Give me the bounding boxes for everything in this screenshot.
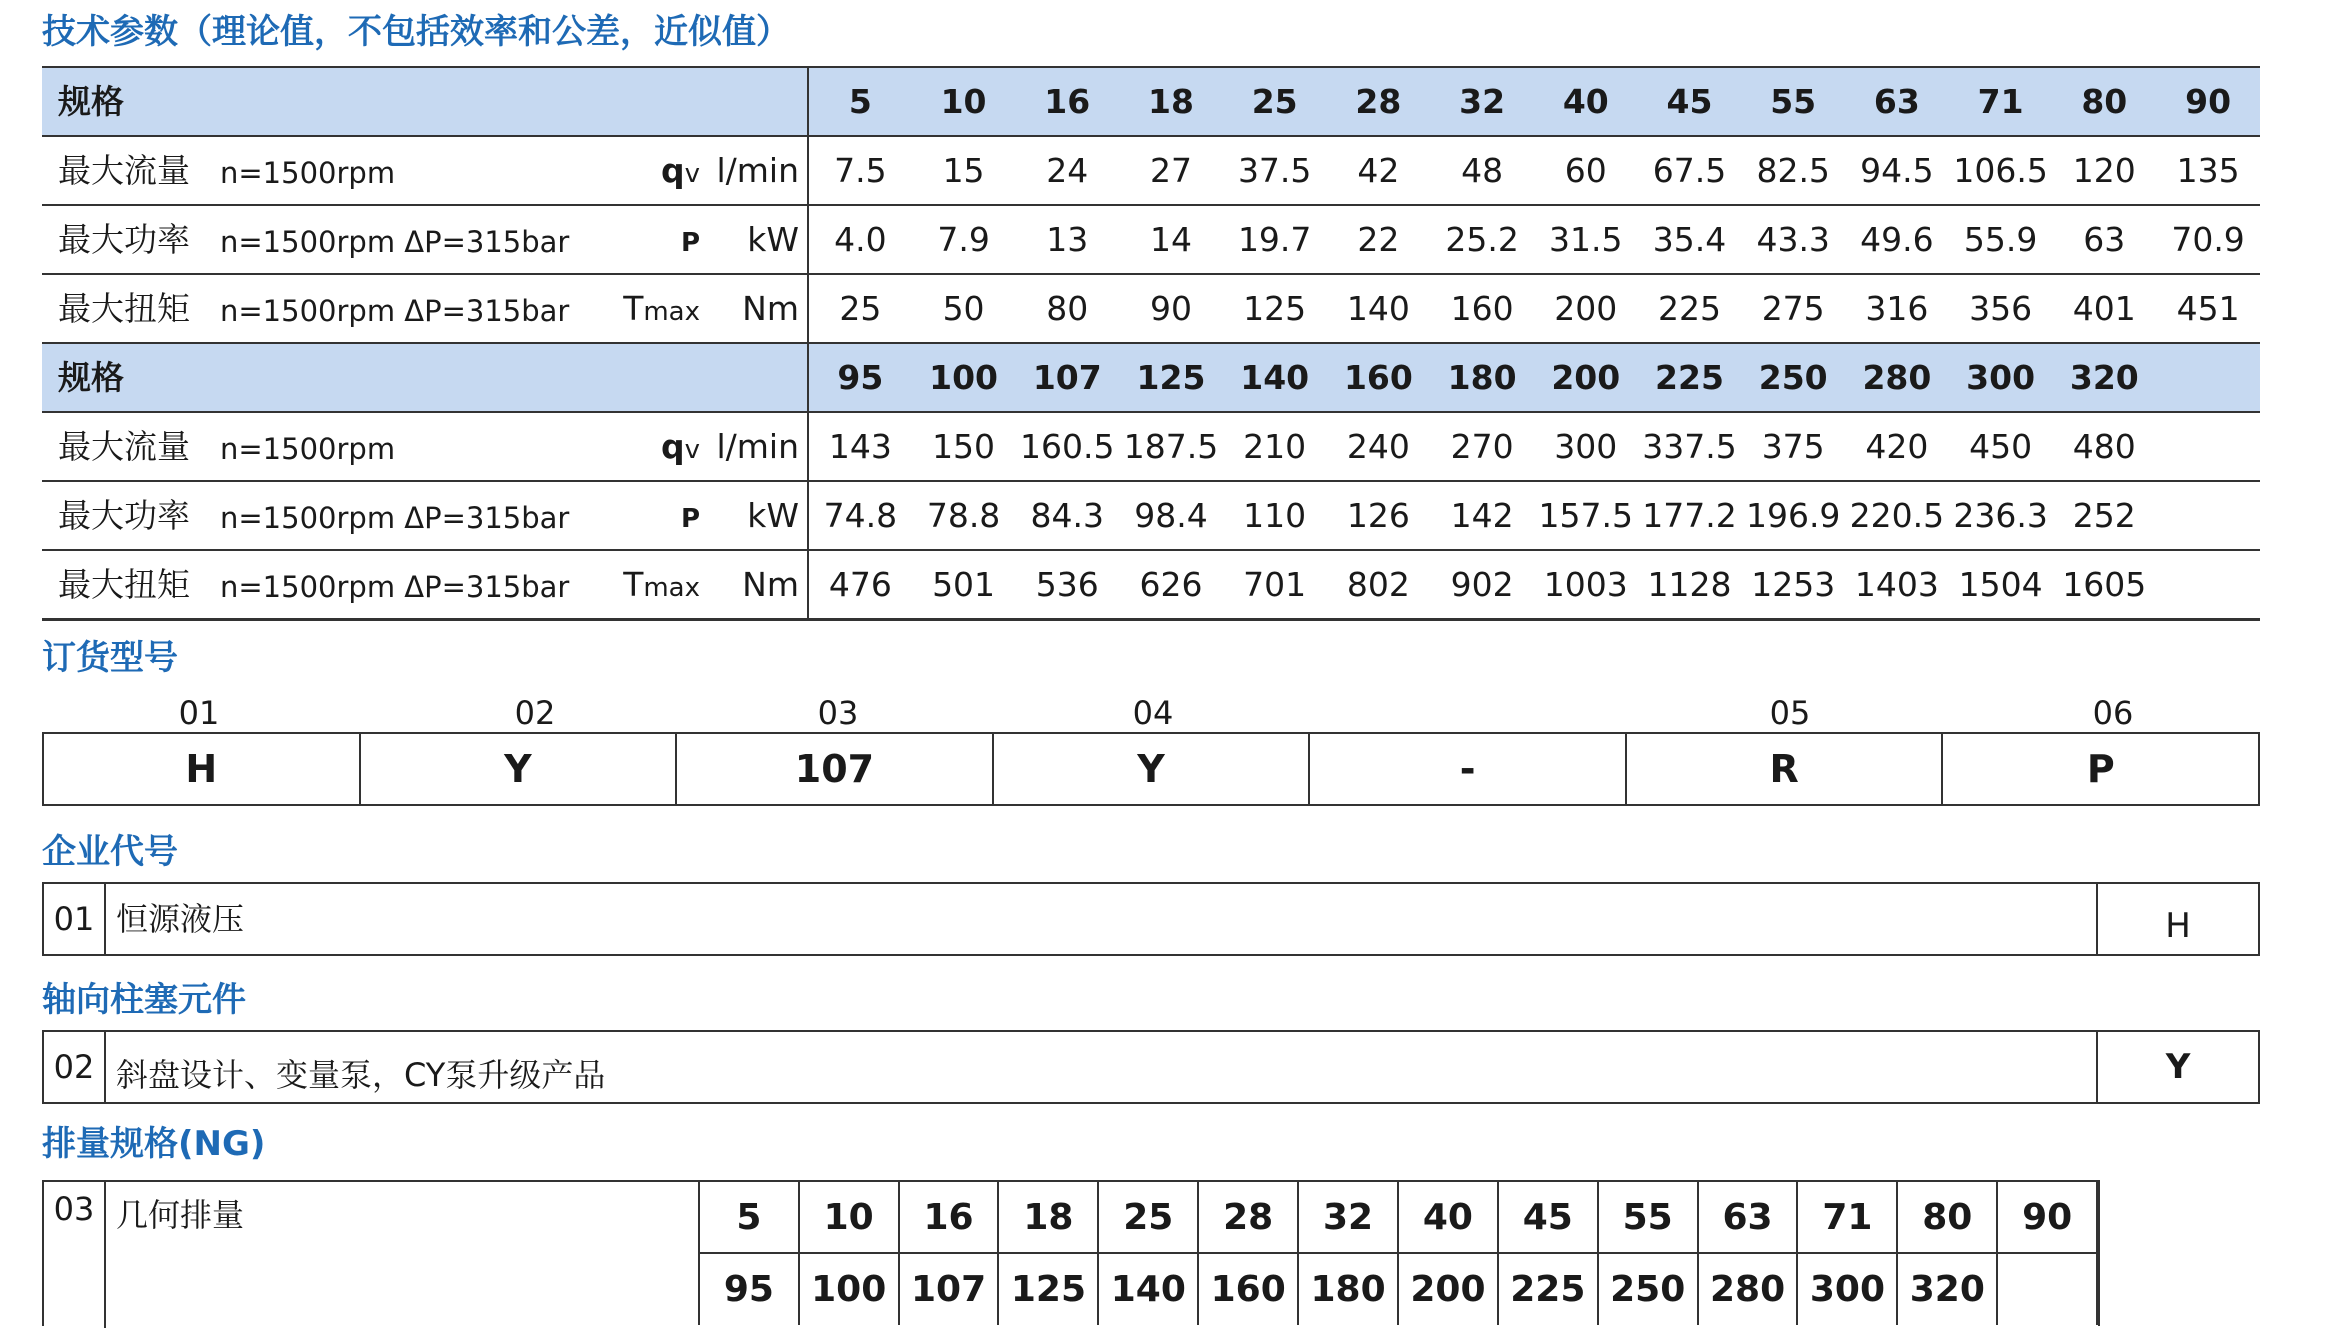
param-unit: Nm bbox=[710, 274, 808, 343]
size-cell: 107 bbox=[1015, 343, 1119, 412]
value-cell: 1504 bbox=[1949, 550, 2053, 619]
displacement-cell: 200 bbox=[1398, 1253, 1498, 1325]
value-cell: 143 bbox=[808, 412, 912, 481]
param-condition: n=1500rpm bbox=[220, 412, 620, 481]
order-code-cell: P bbox=[2086, 747, 2115, 791]
value-cell: 420 bbox=[1845, 412, 1949, 481]
size-cell: 280 bbox=[1845, 343, 1949, 412]
symbol-subscript: v bbox=[684, 159, 701, 189]
value-cell: 160.5 bbox=[1015, 412, 1119, 481]
value-cell: 24 bbox=[1015, 136, 1119, 205]
symbol-letter: P bbox=[680, 504, 701, 534]
displacement-row bbox=[699, 1253, 2097, 1325]
order-code-cell: H bbox=[44, 734, 361, 804]
size-cell: 10 bbox=[912, 67, 1016, 136]
value-cell: 501 bbox=[912, 550, 1016, 619]
value-cell: 300 bbox=[1534, 412, 1638, 481]
symbol-subscript: max bbox=[643, 297, 701, 327]
displacement-cell: 40 bbox=[1398, 1181, 1498, 1253]
value-cell: 701 bbox=[1223, 550, 1327, 619]
displacement-cell: 107 bbox=[899, 1253, 999, 1325]
size-cell: 300 bbox=[1949, 343, 2053, 412]
displacement-row bbox=[699, 1181, 2097, 1253]
size-cell: 71 bbox=[1949, 67, 2053, 136]
value-cell: 275 bbox=[1741, 274, 1845, 343]
company-heading: 企业代号 bbox=[42, 832, 178, 872]
size-cell: 225 bbox=[1638, 343, 1742, 412]
value-cell: 196.9 bbox=[1741, 481, 1845, 550]
param-label: 最大流量 bbox=[42, 136, 220, 205]
value-cell: 48 bbox=[1430, 136, 1534, 205]
displacement-cell: 5 bbox=[699, 1181, 799, 1253]
value-cell: 480 bbox=[2052, 412, 2156, 481]
order-code-heading: 订货型号 bbox=[42, 638, 178, 678]
symbol-subscript: v bbox=[684, 435, 701, 465]
value-cell: 25 bbox=[808, 274, 912, 343]
value-cell: 1403 bbox=[1845, 550, 1949, 619]
param-label: 最大功率 bbox=[42, 205, 220, 274]
displacement-cell: 10 bbox=[799, 1181, 899, 1253]
size-cell: 160 bbox=[1327, 343, 1431, 412]
size-cell: 5 bbox=[808, 67, 912, 136]
displacement-cell: 320 bbox=[1897, 1253, 1997, 1325]
value-cell: 187.5 bbox=[1119, 412, 1223, 481]
param-unit: l/min bbox=[710, 412, 808, 481]
displacement-cell: 25 bbox=[1098, 1181, 1198, 1253]
order-code-cell: 107 bbox=[677, 734, 994, 804]
param-condition: n=1500rpm bbox=[220, 136, 620, 205]
order-position-number: 04 bbox=[1132, 694, 1174, 732]
value-cell: 4.0 bbox=[808, 205, 912, 274]
param-condition: n=1500rpm ΔP=315bar bbox=[220, 550, 620, 619]
value-cell: 55.9 bbox=[1949, 205, 2053, 274]
value-cell: 19.7 bbox=[1223, 205, 1327, 274]
symbol-letter: P bbox=[680, 228, 701, 258]
option-number: 01 bbox=[44, 884, 106, 954]
value-cell: 80 bbox=[1015, 274, 1119, 343]
size-cell: 90 bbox=[2156, 67, 2260, 136]
option-number: 02 bbox=[44, 1032, 106, 1102]
displacement-cell: 55 bbox=[1598, 1181, 1698, 1253]
value-cell: 220.5 bbox=[1845, 481, 1949, 550]
symbol-subscript: max bbox=[643, 572, 701, 603]
symbol-letter: q bbox=[661, 151, 685, 190]
value-cell: 42 bbox=[1327, 136, 1431, 205]
order-position-number: 02 bbox=[514, 694, 556, 732]
spec-header-label: 规格 bbox=[42, 67, 808, 136]
param-condition: n=1500rpm ΔP=315bar bbox=[220, 274, 620, 343]
option-code: H bbox=[2096, 884, 2258, 954]
value-cell: 401 bbox=[2052, 274, 2156, 343]
value-cell: 142 bbox=[1430, 481, 1534, 550]
order-position-number: 03 bbox=[817, 694, 859, 732]
displacement-cell: 90 bbox=[1997, 1181, 2097, 1253]
value-cell: 316 bbox=[1845, 274, 1949, 343]
size-cell: 125 bbox=[1119, 343, 1223, 412]
displacement-cell: 32 bbox=[1298, 1181, 1398, 1253]
value-cell: 14 bbox=[1119, 205, 1223, 274]
value-cell: 177.2 bbox=[1638, 481, 1742, 550]
value-cell: 74.8 bbox=[808, 481, 912, 550]
displacement-cell: 180 bbox=[1298, 1253, 1398, 1325]
spec-data-row bbox=[42, 136, 2260, 205]
order-position-number: 06 bbox=[2092, 694, 2134, 732]
value-cell: 35.4 bbox=[1638, 205, 1742, 274]
value-cell: 476 bbox=[808, 550, 912, 619]
order-code-cell: Y bbox=[994, 734, 1311, 804]
param-label: 最大功率 bbox=[42, 481, 220, 550]
param-symbol bbox=[620, 205, 710, 274]
value-cell: 1253 bbox=[1741, 550, 1845, 619]
symbol-letter: T bbox=[623, 564, 644, 604]
displacement-cell: 125 bbox=[998, 1253, 1098, 1325]
size-cell: 45 bbox=[1638, 67, 1742, 136]
param-label: 最大流量 bbox=[42, 412, 220, 481]
displacement-cell: 280 bbox=[1698, 1253, 1798, 1325]
param-unit: Nm bbox=[710, 550, 808, 619]
value-cell: 356 bbox=[1949, 274, 2053, 343]
piston-type-row bbox=[42, 1030, 2260, 1104]
value-cell: 236.3 bbox=[1949, 481, 2053, 550]
displacement-cell: 63 bbox=[1698, 1181, 1798, 1253]
option-description: 斜盘设计、变量泵，CY泵升级产品 bbox=[116, 1056, 606, 1094]
value-cell: 451 bbox=[2156, 274, 2260, 343]
value-cell: 150 bbox=[912, 412, 1016, 481]
company-code-row bbox=[42, 882, 2260, 956]
displacement-cell: 160 bbox=[1198, 1253, 1298, 1325]
value-cell: 67.5 bbox=[1638, 136, 1742, 205]
option-number: 03 bbox=[44, 1182, 106, 1328]
param-condition: n=1500rpm ΔP=315bar bbox=[220, 205, 620, 274]
value-cell: 120 bbox=[2052, 136, 2156, 205]
value-cell: 7.9 bbox=[912, 205, 1016, 274]
value-cell: 98.4 bbox=[1119, 481, 1223, 550]
value-cell bbox=[2156, 481, 2260, 550]
size-cell: 200 bbox=[1534, 343, 1638, 412]
value-cell: 337.5 bbox=[1638, 412, 1742, 481]
value-cell: 126 bbox=[1327, 481, 1431, 550]
value-cell: 536 bbox=[1015, 550, 1119, 619]
size-cell: 180 bbox=[1430, 343, 1534, 412]
value-cell: 106.5 bbox=[1949, 136, 2053, 205]
size-cell: 55 bbox=[1741, 67, 1845, 136]
value-cell: 37.5 bbox=[1223, 136, 1327, 205]
size-cell: 40 bbox=[1534, 67, 1638, 136]
displacement-cell: 250 bbox=[1598, 1253, 1698, 1325]
size-cell: 28 bbox=[1327, 67, 1431, 136]
displacement-cell: 71 bbox=[1797, 1181, 1897, 1253]
value-cell: 450 bbox=[1949, 412, 2053, 481]
size-cell: 32 bbox=[1430, 67, 1534, 136]
value-cell: 1128 bbox=[1638, 550, 1742, 619]
displacement-cell: 28 bbox=[1198, 1181, 1298, 1253]
spec-header-row bbox=[42, 343, 2260, 412]
value-cell: 626 bbox=[1119, 550, 1223, 619]
size-cell: 95 bbox=[808, 343, 912, 412]
value-cell: 125 bbox=[1223, 274, 1327, 343]
tech-params-heading: 技术参数（理论值，不包括效率和公差，近似值） bbox=[42, 12, 790, 52]
option-code: Y bbox=[2096, 1032, 2258, 1102]
value-cell: 1003 bbox=[1534, 550, 1638, 619]
displacement-cell: 18 bbox=[998, 1181, 1098, 1253]
value-cell: 90 bbox=[1119, 274, 1223, 343]
param-unit: kW bbox=[710, 481, 808, 550]
value-cell: 200 bbox=[1534, 274, 1638, 343]
displacement-cell: 45 bbox=[1498, 1181, 1598, 1253]
value-cell: 902 bbox=[1430, 550, 1534, 619]
size-cell bbox=[2156, 343, 2260, 412]
value-cell bbox=[2156, 550, 2260, 619]
displacement-cell: 16 bbox=[899, 1181, 999, 1253]
displacement-grid bbox=[698, 1180, 2098, 1325]
order-code-cell: - bbox=[1310, 734, 1627, 804]
value-cell: 802 bbox=[1327, 550, 1431, 619]
size-cell: 100 bbox=[912, 343, 1016, 412]
displacement-cell bbox=[1997, 1253, 2097, 1325]
size-cell: 63 bbox=[1845, 67, 1949, 136]
size-cell: 18 bbox=[1119, 67, 1223, 136]
displacement-cell: 80 bbox=[1897, 1181, 1997, 1253]
order-code-cell: R bbox=[1627, 734, 1944, 804]
spec-table bbox=[42, 66, 2260, 621]
symbol-letter: q bbox=[661, 427, 685, 466]
value-cell: 7.5 bbox=[808, 136, 912, 205]
value-cell: 31.5 bbox=[1534, 205, 1638, 274]
size-cell: 250 bbox=[1741, 343, 1845, 412]
option-description: 恒源液压 bbox=[116, 900, 245, 938]
value-cell: 225 bbox=[1638, 274, 1742, 343]
displacement-cell: 225 bbox=[1498, 1253, 1598, 1325]
value-cell: 375 bbox=[1741, 412, 1845, 481]
value-cell: 22 bbox=[1327, 205, 1431, 274]
order-position-number: 01 bbox=[178, 694, 220, 732]
displacement-cell: 95 bbox=[699, 1253, 799, 1325]
value-cell: 25.2 bbox=[1430, 205, 1534, 274]
param-label: 最大扭矩 bbox=[42, 550, 220, 619]
size-cell: 320 bbox=[2052, 343, 2156, 412]
displacement-box bbox=[42, 1180, 2100, 1326]
spec-data-row bbox=[42, 205, 2260, 274]
value-cell: 240 bbox=[1327, 412, 1431, 481]
spec-data-row bbox=[42, 481, 2260, 550]
displacement-cell: 100 bbox=[799, 1253, 899, 1325]
order-code-cell: Y bbox=[361, 734, 678, 804]
value-cell: 50 bbox=[912, 274, 1016, 343]
spec-data-row bbox=[42, 412, 2260, 481]
value-cell: 157.5 bbox=[1534, 481, 1638, 550]
spec-header-row bbox=[42, 67, 2260, 136]
displacement-cell: 140 bbox=[1098, 1253, 1198, 1325]
param-symbol bbox=[620, 136, 710, 205]
value-cell: 82.5 bbox=[1741, 136, 1845, 205]
param-symbol bbox=[620, 274, 710, 343]
value-cell: 140 bbox=[1327, 274, 1431, 343]
value-cell: 94.5 bbox=[1845, 136, 1949, 205]
value-cell: 27 bbox=[1119, 136, 1223, 205]
param-symbol bbox=[620, 550, 710, 619]
size-cell: 16 bbox=[1015, 67, 1119, 136]
value-cell: 110 bbox=[1223, 481, 1327, 550]
param-symbol bbox=[620, 412, 710, 481]
value-cell: 84.3 bbox=[1015, 481, 1119, 550]
param-label: 最大扭矩 bbox=[42, 274, 220, 343]
value-cell: 210 bbox=[1223, 412, 1327, 481]
value-cell bbox=[2156, 412, 2260, 481]
value-cell: 270 bbox=[1430, 412, 1534, 481]
spec-data-row bbox=[42, 274, 2260, 343]
order-code-box bbox=[42, 732, 2260, 806]
displacement-heading: 排量规格(NG) bbox=[42, 1124, 266, 1164]
size-cell: 80 bbox=[2052, 67, 2156, 136]
param-unit: kW bbox=[710, 205, 808, 274]
size-cell: 140 bbox=[1223, 343, 1327, 412]
order-position-number: 05 bbox=[1769, 694, 1811, 732]
spec-header-label: 规格 bbox=[42, 343, 808, 412]
value-cell: 43.3 bbox=[1741, 205, 1845, 274]
value-cell: 60 bbox=[1534, 136, 1638, 205]
size-cell: 25 bbox=[1223, 67, 1327, 136]
value-cell: 63 bbox=[2052, 205, 2156, 274]
param-condition: n=1500rpm ΔP=315bar bbox=[220, 481, 620, 550]
value-cell: 135 bbox=[2156, 136, 2260, 205]
value-cell: 1605 bbox=[2052, 550, 2156, 619]
value-cell: 13 bbox=[1015, 205, 1119, 274]
option-description: 几何排量 bbox=[116, 1196, 245, 1234]
spec-data-row bbox=[42, 550, 2260, 619]
value-cell: 15 bbox=[912, 136, 1016, 205]
symbol-letter: T bbox=[623, 289, 644, 328]
param-symbol bbox=[620, 481, 710, 550]
value-cell: 78.8 bbox=[912, 481, 1016, 550]
value-cell: 252 bbox=[2052, 481, 2156, 550]
value-cell: 70.9 bbox=[2156, 205, 2260, 274]
piston-heading: 轴向柱塞元件 bbox=[42, 980, 246, 1020]
value-cell: 160 bbox=[1430, 274, 1534, 343]
param-unit: l/min bbox=[710, 136, 808, 205]
value-cell: 49.6 bbox=[1845, 205, 1949, 274]
displacement-cell: 300 bbox=[1797, 1253, 1897, 1325]
